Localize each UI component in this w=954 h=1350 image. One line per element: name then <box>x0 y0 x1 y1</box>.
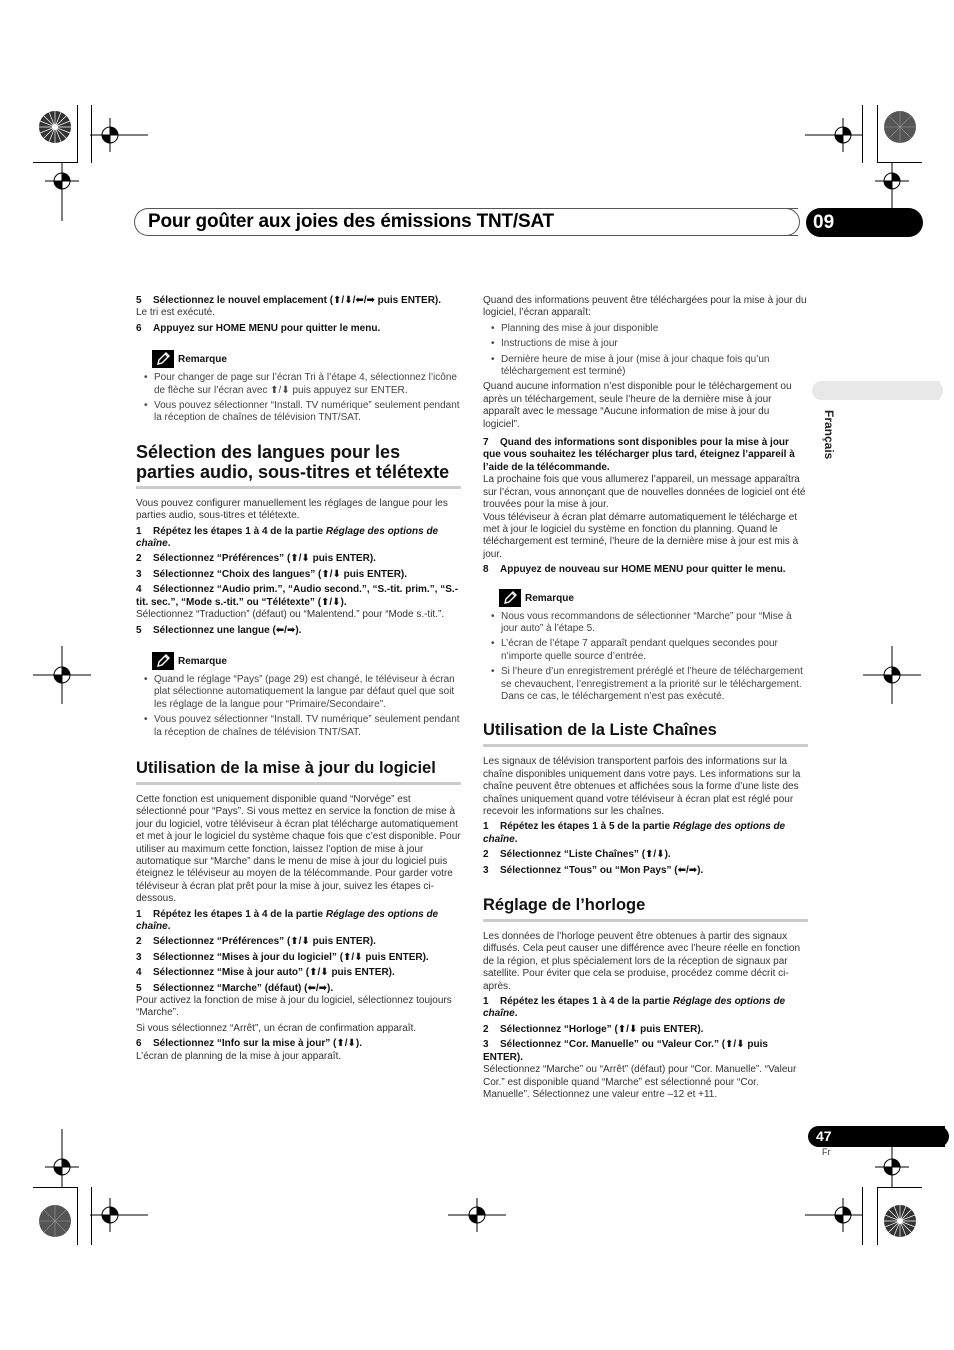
pencil-note-icon <box>152 652 174 670</box>
crop-mark <box>877 105 878 163</box>
note-item: • Nous vous recommandons de sélectionner “Marche” pour “Mise à jour auto” à l’étape 5. <box>501 611 808 636</box>
list-item: • Dernière heure de mise à jour (mise à jour chaque fois qu’un téléchargement est terminé) <box>501 354 808 379</box>
step: 1 Répétez les étapes 1 à 4 de la partie Réglage des options de chaîne. <box>483 996 786 1020</box>
pencil-note-icon <box>152 350 174 368</box>
chapter-title: Pour goûter aux joies des émissions TNT/SAT <box>148 211 554 232</box>
right-column <box>483 295 808 1101</box>
step: 2 Sélectionnez “Préférences” (⬆/⬇ puis ENTER). <box>136 553 376 565</box>
step-note: Sélectionnez “Traduction” (défaut) ou “Malentend.” pour “Mode s.-tit.”. <box>136 609 445 621</box>
step-result: Le tri est exécuté. <box>136 307 215 319</box>
crosshair-target-icon <box>90 1198 148 1232</box>
crop-mark <box>877 1187 878 1245</box>
step: 1 Répétez les étapes 1 à 4 de la partie Réglage des options de chaîne. <box>136 908 439 932</box>
step: 2 Sélectionnez “Horloge” (⬆/⬇ puis ENTER). <box>483 1023 704 1035</box>
step-note: Pour activez la fonction de mise à jour du logiciel, sélectionnez toujours “Marche”. <box>136 995 452 1019</box>
step: 8 Appuyez de nouveau sur HOME MENU pour quitter le menu. <box>483 564 786 576</box>
list-item: • Planning des mise à jour disponible <box>501 323 808 335</box>
section-intro: Les données de l’horloge peuvent être obtenues à partir des signaux diffusés. Cela peut causer une différence avec l’heure réelle en fonction de la région, et plus spécialement lors de la réception de signaux par satellite. Pour éviter que cela se produise, procédez comme décrit ci-après. <box>483 931 801 992</box>
language-tab-label: Français <box>822 410 836 460</box>
crosshair-target-icon <box>805 118 863 152</box>
step-note: Si vous sélectionnez “Arrêt”, un écran de confirmation apparaît. <box>136 1022 417 1034</box>
crop-mark <box>877 1187 922 1188</box>
paragraph: Quand des informations peuvent être téléchargées pour la mise à jour du logiciel, l’écran apparaît: <box>483 295 807 319</box>
note-item: • L’écran de l’étape 7 apparaît pendant quelques secondes pour n’importe quelle source d’entrée. <box>501 638 808 663</box>
step: 2 Sélectionnez “Liste Chaînes” (⬆/⬇). <box>483 849 671 861</box>
note-item: • Vous pouvez sélectionner “Install. TV numérique” seulement pendant la réception de chaînes de télévision TNT/SAT. <box>154 714 461 739</box>
note-item: • Pour changer de page sur l’écran Tri à l’étape 4, sélectionnez l’icône de flèche sur l’écran avec ⬆/⬇ puis appuyez sur ENTER. <box>154 372 461 397</box>
crop-mark <box>91 162 92 163</box>
crosshair-target-icon <box>45 1129 79 1187</box>
note-header <box>483 589 808 611</box>
crop-mark <box>77 105 78 163</box>
note-title: Remarque <box>178 354 227 366</box>
page-language-code: Fr <box>822 1147 831 1157</box>
starburst-target-icon <box>883 110 917 144</box>
paragraph: Quand aucune information n’est disponible pour le téléchargement ou après un téléchargement, seule l’heure de la dernière mise à jour apparaît avec le message “Aucune information de mise à jour du logiciel”. <box>483 381 792 430</box>
crosshair-target-icon <box>805 1198 863 1232</box>
step: 7 Quand des informations sont disponibles pour la mise à jour que vous souhaitez les télécharger plus tard, éteignez l’appareil à l’aide de la télécommande. <box>483 437 795 473</box>
step: 2 Sélectionnez “Préférences” (⬆/⬇ puis ENTER). <box>136 936 376 948</box>
note-list <box>483 611 808 704</box>
step-note: Vous téléviseur à écran plat démarre automatiquement le télécharge et met à jour le logiciel du système en fonction du planning. Quand le téléchargement est terminé, l’heure de la dernière mise à jour est mis à jour. <box>483 511 799 560</box>
language-tab <box>812 381 940 400</box>
starburst-target-icon <box>38 1204 72 1238</box>
step-note: Sélectionnez “Marche” ou “Arrêt” (défaut) pour “Cor. Manuelle”. “Valeur Cor.” est disponible quand “Marche” est sélectionné pour “Cor. Manuelle”. Sélectionnez une valeur entre –12 et +11. <box>483 1064 797 1100</box>
note-item: • Quand le réglage “Pays” (page 29) est changé, le téléviseur à écran plat sélectionne automatiquement la langue par défaut quel que soit les réglage de la langue pour “Primaire/Secondaire”. <box>154 674 461 711</box>
info-list <box>483 323 808 379</box>
crosshair-target-icon <box>90 118 148 152</box>
step: 5 Sélectionnez le nouvel emplacement (⬆/⬇/⬅/➡ puis ENTER). <box>136 295 442 306</box>
step: 6 Appuyez sur HOME MENU pour quitter le menu. <box>136 322 381 334</box>
starburst-target-icon <box>38 110 72 144</box>
step: 3 Sélectionnez “Choix des langues” (⬆/⬇ puis ENTER). <box>136 568 408 580</box>
note-title: Remarque <box>178 655 227 667</box>
step: 3 Sélectionnez “Cor. Manuelle” ou “Valeur Cor.” (⬆/⬇ puis ENTER). <box>483 1039 768 1063</box>
crosshair-target-icon <box>863 646 921 704</box>
note-list <box>136 674 461 739</box>
note-title: Remarque <box>525 592 574 604</box>
section-heading: Utilisation de la Liste Chaînes <box>483 720 808 747</box>
step: 3 Sélectionnez “Tous” ou “Mon Pays” (⬅/➡). <box>483 864 704 876</box>
section-heading: Sélection des langues pour les parties audio, sous-titres et télétexte <box>136 442 461 489</box>
crop-mark <box>77 1187 78 1245</box>
section-intro: Cette fonction est uniquement disponible quand “Norvège” est sélectionné pour “Pays”. Si vous mettez en service la fonction de mise à jour du logiciel, votre téléviseur à écran plat télécharge automatiquement et met à jour le logiciel du système chaque fois que c’est disponible. Pour utiliser au maximum cette fonction, laissez l’option de mise à jour automatique sur “Marche” dans le menu de mise à jour du logiciel puis éteignez le téléviseur au moyen de la télécommande. Pour garder votre téléviseur à écran plat prêt pour la mise à jour, suivez les étapes ci-dessous. <box>136 793 461 905</box>
left-column <box>136 295 461 1063</box>
step-note: La prochaine fois que vous allumerez l’appareil, un message apparaîtra sur l’écran, vous annonçant que de nouvelles données de logiciel ont été trouvées pour la mise à jour. <box>483 474 806 511</box>
section-intro: Vous pouvez configurer manuellement les réglages de langue pour les parties audio, sous-titres et télétexte. <box>136 497 448 522</box>
note-header <box>136 350 461 372</box>
crosshair-target-icon <box>45 163 79 221</box>
note-list <box>136 372 461 425</box>
page-number: 47 <box>816 1128 832 1144</box>
section-intro: Les signaux de télévision transportent parfois des informations sur la chaîne disponibles uniquement dans votre pays. Les informations sur la chaîne peuvent être obtenues et affichées sous la forme d’une liste des chaînes uniquement quand votre téléviseur à écran plat est réglé pour recevoir les informations sur les chaînes. <box>483 756 801 817</box>
pencil-note-icon <box>499 589 521 607</box>
step: 1 Répétez les étapes 1 à 5 de la partie Réglage des options de chaîne. <box>483 821 786 845</box>
starburst-target-icon <box>883 1204 917 1238</box>
step: 4 Sélectionnez “Mise à jour auto” (⬆/⬇ puis ENTER). <box>136 967 395 979</box>
step-note: L’écran de planning de la mise à jour apparaît. <box>136 1050 342 1062</box>
crosshair-target-icon <box>448 1198 506 1232</box>
step: 3 Sélectionnez “Mises à jour du logiciel” (⬆/⬇ puis ENTER). <box>136 951 429 963</box>
section-heading: Utilisation de la mise à jour du logiciel <box>136 758 461 785</box>
step: 1 Répétez les étapes 1 à 4 de la partie Réglage des options de chaîne. <box>136 525 439 550</box>
crop-mark <box>33 1187 78 1188</box>
step: 5 Sélectionnez “Marche” (défaut) (⬅/➡). <box>136 982 334 994</box>
note-header <box>136 652 461 674</box>
note-item: • Si l’heure d’un enregistrement préréglé et l’heure de téléchargement se chevauchent, l’enregistrement a la priorité sur le téléchargement. Dans ce cas, le téléchargement n’est pas exécuté. <box>501 666 808 703</box>
note-item: • Vous pouvez sélectionner “Install. TV numérique” seulement pendant la réception de chaînes de télévision TNT/SAT. <box>154 400 461 425</box>
list-item: • Instructions de mise à jour <box>501 338 808 350</box>
section-heading: Réglage de l’horloge <box>483 895 808 922</box>
step: 5 Sélectionnez une langue (⬅/➡). <box>136 624 302 636</box>
chapter-number: 09 <box>813 212 835 233</box>
step: 4 Sélectionnez “Audio prim.”, “Audio second.”, “S.-tit. prim.”, “S.-tit. sec.”, “Mode s.-tit.” ou “Télétexte” (⬆/⬇). <box>136 584 459 608</box>
crosshair-target-icon <box>33 646 91 704</box>
step: 6 Sélectionnez “Info sur la mise à jour” (⬆/⬇). <box>136 1038 363 1050</box>
